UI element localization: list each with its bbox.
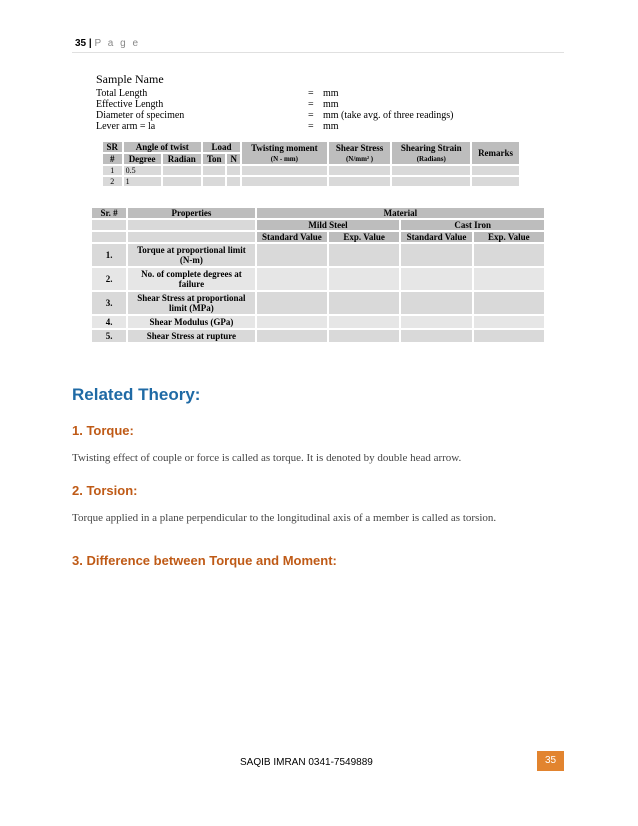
twisting-unit: (N - mm) — [270, 154, 298, 163]
cell-empty — [203, 166, 225, 175]
cell-property: Shear Stress at proportional limit (MPa) — [128, 292, 255, 314]
col-header-exp: Exp. Value — [329, 232, 399, 242]
sample-value: mm — [323, 99, 339, 110]
cell-empty — [329, 244, 399, 266]
sample-row — [96, 110, 476, 121]
col-header-exp: Exp. Value — [474, 232, 544, 242]
shear-stress-label: Shear Stress — [335, 142, 384, 153]
sample-eq: = — [308, 99, 314, 110]
cell-empty — [472, 177, 519, 186]
sample-value: mm — [323, 121, 339, 132]
header-divider — [72, 52, 564, 53]
col-header-cast-iron: Cast Iron — [401, 220, 544, 230]
related-theory-heading: Related Theory: — [72, 385, 201, 404]
col-header-standard: Standard Value — [401, 232, 471, 242]
cell-empty — [257, 292, 327, 314]
cell-property: Shear Stress at rupture — [128, 330, 255, 342]
cell-empty — [392, 166, 470, 175]
cell-srno: 2. — [92, 268, 126, 290]
sample-value: mm — [323, 88, 339, 99]
col-header-radian: Radian — [163, 154, 201, 164]
cell-empty — [242, 166, 327, 175]
cell-empty — [257, 268, 327, 290]
cell-empty — [401, 244, 471, 266]
shear-strain-label: Shearing Strain — [400, 142, 462, 153]
cell-sr: 2 — [103, 177, 122, 186]
col-header-shear-stress — [329, 142, 391, 164]
cell-empty — [203, 177, 225, 186]
blank-header — [92, 220, 126, 230]
cell-property: No. of complete degrees at failure — [128, 268, 255, 290]
cell-empty — [401, 292, 471, 314]
col-header-mild-steel: Mild Steel — [257, 220, 400, 230]
sample-row — [96, 121, 476, 132]
cell-srno: 3. — [92, 292, 126, 314]
cell-empty — [329, 177, 391, 186]
cell-empty — [257, 244, 327, 266]
torque-definition: Twisting effect of couple or force is called as torque. It is denoted by double head arrow. — [72, 452, 462, 464]
cell-empty — [474, 268, 544, 290]
sample-label: Effective Length — [96, 99, 164, 110]
col-header-load: Load — [203, 142, 240, 152]
col-header-n: N — [227, 154, 240, 164]
cell-srno: 4. — [92, 316, 126, 328]
cell-empty — [329, 292, 399, 314]
col-header-ton: Ton — [203, 154, 225, 164]
cell-srno: 5. — [92, 330, 126, 342]
footer-page-number: 35 — [537, 751, 564, 771]
blank-header — [92, 232, 126, 242]
torsion-heading: 2. Torsion: — [72, 483, 138, 498]
cell-empty — [257, 316, 327, 328]
cell-empty — [242, 177, 327, 186]
table-row — [103, 166, 519, 175]
sample-label: Lever arm = la — [96, 121, 156, 132]
table-row — [92, 316, 544, 328]
table-row — [92, 292, 544, 314]
header-separator: | — [88, 38, 92, 49]
cell-empty — [401, 268, 471, 290]
col-header-srno: Sr. # — [92, 208, 126, 218]
table-row — [92, 268, 544, 290]
cell-empty — [227, 177, 240, 186]
cell-empty — [401, 316, 471, 328]
col-header-material: Material — [257, 208, 544, 218]
sample-eq: = — [308, 121, 314, 132]
twisting-label: Twisting moment — [251, 142, 318, 153]
col-header-angle: Angle of twist — [124, 142, 201, 152]
cell-property: Shear Modulus (GPa) — [128, 316, 255, 328]
sample-eq: = — [308, 88, 314, 99]
sample-value: mm (take avg. of three readings) — [323, 110, 454, 121]
cell-empty — [257, 330, 327, 342]
col-header-sr: SR — [103, 142, 122, 152]
sample-eq: = — [308, 110, 314, 121]
blank-header — [128, 220, 255, 230]
sample-row — [96, 88, 476, 99]
cell-degree: 0.5 — [124, 166, 161, 175]
table-row — [92, 244, 544, 266]
material-properties-table — [90, 206, 546, 344]
blank-header — [128, 232, 255, 242]
sample-row — [96, 99, 476, 110]
cell-property: Torque at proportional limit (N-m) — [128, 244, 255, 266]
cell-empty — [474, 316, 544, 328]
cell-empty — [329, 166, 391, 175]
cell-empty — [227, 166, 240, 175]
cell-empty — [472, 166, 519, 175]
col-header-shear-strain — [392, 142, 470, 164]
cell-empty — [163, 166, 201, 175]
cell-srno: 1. — [92, 244, 126, 266]
sample-title: Sample Name — [96, 72, 164, 86]
torsion-definition: Torque applied in a plane perpendicular to the longitudinal axis of a member is called as torsion. — [72, 512, 497, 524]
footer-author: SAQIB IMRAN 0341-7549889 — [240, 757, 373, 768]
col-header-hash: # — [103, 154, 122, 164]
cell-empty — [401, 330, 471, 342]
cell-empty — [329, 316, 399, 328]
cell-empty — [163, 177, 201, 186]
cell-empty — [474, 244, 544, 266]
table-row — [92, 330, 544, 342]
table-row — [103, 177, 519, 186]
difference-heading: 3. Difference between Torque and Moment: — [72, 553, 337, 568]
torque-heading: 1. Torque: — [72, 423, 134, 438]
header-page-number: 35 — [75, 38, 87, 49]
col-header-properties: Properties — [128, 208, 255, 218]
cell-degree: 1 — [124, 177, 161, 186]
page-header — [75, 38, 140, 49]
sample-label: Total Length — [96, 88, 148, 99]
col-header-twisting — [242, 142, 327, 164]
twist-observation-table — [101, 140, 521, 188]
col-header-degree: Degree — [124, 154, 161, 164]
cell-empty — [474, 330, 544, 342]
shear-stress-unit: (N/mm² ) — [345, 154, 374, 163]
sample-info — [96, 72, 476, 132]
sample-label: Diameter of specimen — [96, 110, 185, 121]
cell-sr: 1 — [103, 166, 122, 175]
cell-empty — [474, 292, 544, 314]
shear-strain-unit: (Radians) — [416, 154, 446, 163]
cell-empty — [392, 177, 470, 186]
cell-empty — [329, 268, 399, 290]
col-header-remarks: Remarks — [472, 142, 519, 164]
cell-empty — [329, 330, 399, 342]
col-header-standard: Standard Value — [257, 232, 327, 242]
header-page-word: P a g e — [94, 38, 141, 49]
